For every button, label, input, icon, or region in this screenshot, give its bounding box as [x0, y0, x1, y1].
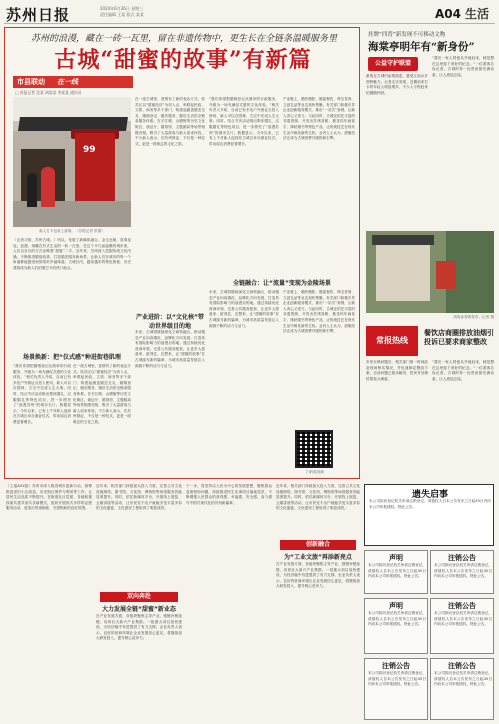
feature-article — [4, 27, 360, 479]
subhead-industry: 产业进阶：以“文化核”带动世界级目的地 — [136, 314, 204, 330]
subhead-scene: 场景焕新：把“仪式感”种进街巷肌理 — [23, 354, 121, 361]
hotline-text-2: “我们一家人特意从外地赶来，就是想在这里留下美好的纪念。”一位游客告诉记者，古城的每一处景致都充满诗意，让人流连忘返。 — [432, 360, 494, 381]
right-article-subtitle: 挂牌“四普”新发现不可移动文物 — [368, 32, 446, 38]
notice-cancellation-2: 注销公告 本公司拟向登记机关申请注销登记，请债权人自本公告发布之日起45日内向本公司申报债权。特此公告。 — [430, 598, 494, 654]
right-photo-caption: 游客参观海棠亭。记者 摄 — [453, 315, 494, 319]
notice-cancellation-1: 注销公告 本公司拟向登记机关申请注销登记，请债权人自本公告发布之日起45日内向本公司申报债权。特此公告。 — [430, 550, 494, 594]
column-tag-right: 在一线 — [57, 78, 78, 86]
subhead-full-chain: 全链融合：让“流量”变现为金陵场景 — [233, 280, 331, 287]
lower-column-5: 近年来，相关部门持续加大投入力度，完善公共文化设施网络，图书馆、文化馆、博物馆等场馆服务效能显著提升。同时，依托新媒体平台，开展线上展览、云端讲座等活动，让市民足不出户就能享受丰富多彩的文化盛宴，文化惠民工程取得了明显成效。 — [276, 484, 360, 511]
body-column-1: （记者习俗，苏州古城，）所以，发展了新媒体融合，金玉良缘，喜事连连。浪漫，深藏在苏式生活的一砖一瓦里，在这个平凡而温暖的城市里，人们以各自的方式诠释着“甜蜜”二字。近年来，苏州深入挖掘传统文化内涵，不断推进婚俗改革，打造婚恋服务新场景，让新人们在城市的每一个角落都能感受到浓浓的幸福味道。古城区内，越来越多的特色街巷、历史建筑成为新人们拍照打卡的热门地点。 — [13, 238, 131, 270]
hotline-text-1: 市民反映问题后，相关部门第一时间赶赴现场核实情况，并迅速制定整改方案，目前问题已基本解决，居民对处理结果表示满意。 — [366, 360, 428, 381]
lost-notice-heading: 遗失启事 — [411, 490, 448, 500]
section-name: 生活 — [464, 7, 489, 21]
feature-headline: 古城“甜蜜的故事”有新篇 — [54, 47, 312, 73]
lower-subhead-1b: 大力发展全链“甜蜜”新业态 — [102, 606, 176, 613]
hotline-headline: 餐饮店商圈排放油烟引投诉已要求商家整改 — [424, 328, 494, 346]
notice-cancellation-4: 注销公告 本公司拟向登记机关申请注销登记，请债权人自本公告发布之日起45日内向本公司申报债权。特此公告。 — [430, 658, 494, 720]
body-column-3: “我们希望把婚姻登记从简单的行政服务，升级为一场充满仪式感的文化体验。”相关负责人介绍，目前已有多处户外颁证点投入使用，新人可以在园林、古宅中完成人生大事。同时，结合节庆活动推出集体婚礼、汉服婚礼等特色项目，进一步擦亮了“浪漫苏州”的城市名片。数据显示，今年以来，已有上千对新人选择在古城区举办颁证仪式，带动周边消费显著增长。 — [209, 97, 279, 146]
body-column-2: 在一座古城里，爱情有了新的表达方式。姑苏区以“甜蜜经济”为切入点，串联起民政、文旅、商务等多个部门，构建起涵盖婚恋交友、婚姻登记、婚庆服务、婚后生活的全链条服务体系。在平江路、山塘街等历史文化街区，颁证厅、婚俗馆、主题邮局等场景相继亮相，吸引了大量游客与新人前来体验。不少新人表示，在苏州领证，不仅是一种仪式，更是一段难忘的文化之旅。 — [135, 97, 205, 146]
lost-notice: 遗失启事 本公司拟向登记机关申请注销登记，请债权人自本公告发布之日起45日内向本公司申报债权。特此公告。 — [364, 484, 494, 546]
body-column-5: 未来，古城将继续深化文商旅融合，推动婚恋产业向高端化、品牌化方向发展，打造具有国际影响力的浪漫目的地。通过持续优化营商环境、完善公共服务配套，让更多人愿意来、留得住、还想来，让“甜蜜的故事”在古城续写新的篇章，为城市高质量发展注入源源不断的动力与活力。 — [209, 290, 279, 328]
issue-date: 2024年6月26日 星期三 — [100, 6, 144, 11]
mailbox-number: 99 — [83, 145, 96, 155]
body-column-4: 产业链上，婚纱摄影、婚宴餐饮、珠宝首饰、文创礼品等业态加快集聚。有关部门积极引导企业创新服务模式，推出“一站式”套餐，让新人省心又省力。与此同时，古城还依托丰富的非遗资源，开发出苏绣喜帕、桃花坞年画喜字、缂丝婚书等特色产品，让传统技艺在现代生活中焕发新的生机。业内人士认为，甜蜜经济正成为古城消费升级的新引擎。 — [283, 97, 355, 141]
section-label — [435, 5, 489, 22]
lower-subhead-2b: 为“工业文旅”再添新亮点 — [284, 554, 352, 561]
qr-caption: 扫码看视频 — [306, 470, 324, 474]
notice-cancellation-3: 注销公告 本公司拟向登记机关申请注销登记，请债权人自本公告发布之日起45日内向本公司申报债权。特此公告。 — [364, 658, 428, 720]
lower-subhead-2: 创新融合 — [280, 540, 356, 550]
body-column-7: “我们希望把婚姻登记从简单的行政服务，升级为一场充满仪式感的文化体验。”相关负责人介绍，目前已有多处户外颁证点投入使用，新人可以在园林、古宅中完成人生大事。同时，结合节庆活动推出集体婚礼、汉服婚礼等特色项目，进一步擦亮了“浪漫苏州”的城市名片。数据显示，今年以来，已有上千对新人选择在古城区举办颁证仪式，带动周边消费显著增长。 — [13, 364, 71, 424]
issue-meta — [100, 6, 144, 18]
body-column-9: 未来，古城将继续深化文商旅融合，推动婚恋产业向高端化、品牌化方向发展，打造具有国际影响力的浪漫目的地。通过持续优化营商环境、完善公共服务配套，让更多人愿意来、留得住、还想来，让“甜蜜的故事”在古城续写新的篇章，为城市高质量发展注入源源不断的动力与活力。 — [135, 330, 205, 368]
issue-editor: 责任编辑 王某 版式 某某 — [100, 12, 144, 17]
body-column-6: 产业链上，婚纱摄影、婚宴餐饮、珠宝首饰、文创礼品等业态加快集聚。有关部门积极引导企业创新服务模式，推出“一站式”套餐，让新人省心又省力。与此同时，古城还依托丰富的非遗资源，开发出苏绣喜帕、桃花坞年画喜字、缂丝婚书等特色产品，让传统技艺在现代生活中焕发新的生机。业内人士认为，甜蜜经济正成为古城消费升级的新引擎。 — [283, 290, 355, 334]
hotline-banner: 常报热线 — [366, 326, 418, 356]
lower-subhead-1: 双向奔赴 — [100, 592, 178, 602]
section-number: A04 — [434, 7, 461, 21]
qr-code-icon[interactable] — [295, 430, 333, 468]
notice-statement-2: 声明 本公司拟向登记机关申请注销登记，请债权人自本公告发布之日起45日内向本公司申报债权。特此公告。 — [364, 598, 428, 654]
newspaper-logo: 苏州日报 — [6, 6, 71, 24]
right-photo — [366, 231, 494, 313]
lower-column-2: 近年来，相关部门持续加大投入力度，完善公共文化设施网络，图书馆、文化馆、博物馆等场馆服务效能显著提升。同时，依托新媒体平台，开展线上展览、云端讲座等活动，让市民足不出户就能享受丰富多彩的文化盛宴，文化惠民工程取得了明显成效。 — [96, 484, 182, 511]
right-text-1: 游客在古城内参观游览，感受江南水乡独特魅力。记者走访发现，近期前来打卡的年轻人明显增多，不少人专程赶来拍摄婚纱照。 — [366, 74, 428, 95]
column-tag-left: 市县联动 — [17, 78, 45, 86]
right-text-2: “我们一家人特意从外地赶来，就是想在这里留下美好的纪念。”一位游客告诉记者，古城的每一处景致都充满诗意，让人流连忘返。 — [432, 56, 494, 77]
lower-column-4: 下一步，将坚持以人民为中心的发展思想，聚焦群众急难愁盼问题，持续推进民生实事项目落地见效，不断增强人民群众的获得感、幸福感、安全感，奋力谱写中国式现代化的苏州新篇章。 — [186, 484, 272, 505]
lower-column-3: 在产业发展方面，各板块聚焦主导产业，强链补链延链，培育壮大新兴产业集群。一批重大项目加快建设，为经济稳中有进提供了有力支撑。企业负责人表示，良好的营商环境让企业发展信心更足，将继续加大研发投入，提升核心竞争力。 — [96, 614, 182, 641]
notice-statement-1: 声明 本公司拟向登记机关申请注销登记，请债权人自本公告发布之日起45日内向本公司申报债权。特此公告。 — [364, 550, 428, 594]
feature-subtitle: 苏州的浪漫，藏在一砖一瓦里，留在非遗传物中，更生长在全链条温暖服务里 — [30, 34, 337, 44]
lower-column-1: （上接A01版）苏州市深入推进城市更新行动，统筹推进老旧小区改造、历史街区保护与利用等工作，让居民生活品质不断提升。在街道社区层面，各地积极探索共建共治共享新模式，组织开展形式多样的志愿服务活动，营造出邻里和睦、守望相助的良好氛围。 — [6, 484, 92, 511]
right-article-badge: 公益守护联盟 — [368, 57, 418, 71]
body-column-8: 在一座古城里，爱情有了新的表达方式。姑苏区以“甜蜜经济”为切入点，串联起民政、文旅、商务等多个部门，构建起涵盖婚恋交友、婚姻登记、婚庆服务、婚后生活的全链条服务体系。在平江路、山塘街等历史文化街区，颁证厅、婚俗馆、主题邮局等场景相继亮相，吸引了大量游客与新人前来体验。不少新人表示，在苏州领证，不仅是一种仪式，更是一段难忘的文化之旅。 — [73, 364, 131, 424]
photo-caption: 新人打卡包装上邮筒。（苏报记者 供图） — [39, 229, 105, 233]
byline: □ 苏报记者 沈某 胡某某 李某某 通讯员 — [15, 90, 82, 95]
column-tag — [13, 76, 133, 88]
feature-photo — [13, 97, 131, 227]
masthead — [4, 4, 495, 24]
lower-column-6: 在产业发展方面，各板块聚焦主导产业，强链补链延链，培育壮大新兴产业集群。一批重大项目加快建设，为经济稳中有进提供了有力支撑。企业负责人表示，良好的营商环境让企业发展信心更足，将继续加大研发投入，提升核心竞争力。 — [276, 562, 360, 589]
right-article-headline: 海棠亭明年有“新身份” — [368, 41, 475, 53]
